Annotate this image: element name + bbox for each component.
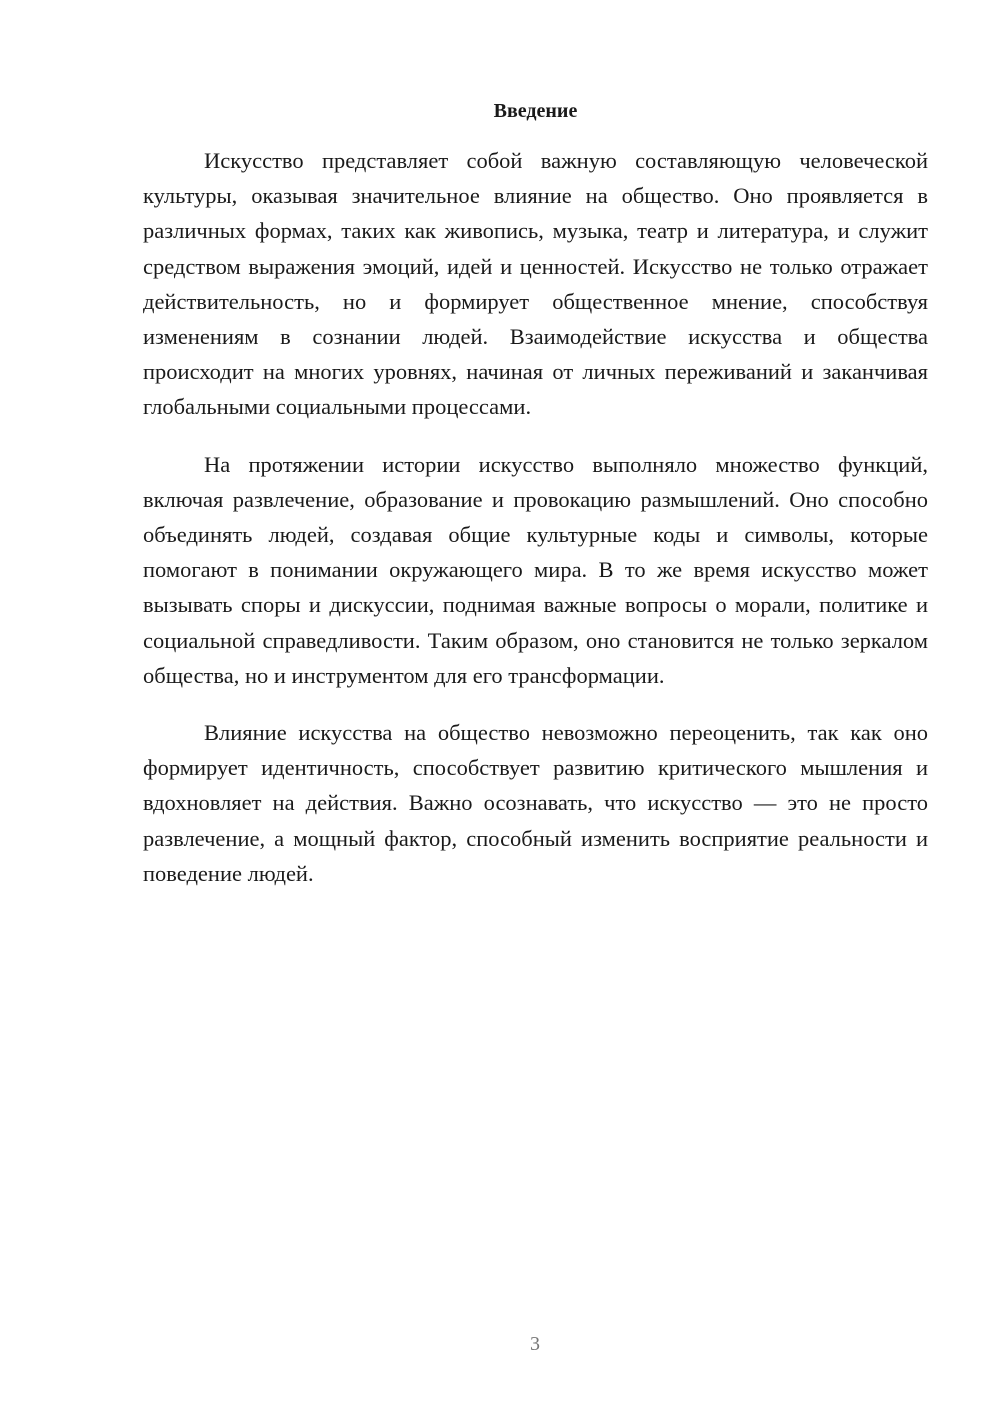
paragraph-1: Искусство представляет собой важную составляющую человеческой культуры, оказывая значительное влияние на общество. Оно проявляется в различных формах, таких как живопись, музыка, театр и литература, и служит средством выражения эмоций, идей и ценностей. Искусство не только отражает действительность, но и формирует общественное мнение, способствуя изменениям в сознании людей. Взаимодействие искусства и общества происходит на многих уровнях, начиная от личных переживаний и заканчивая глобальными социальными процессами.: [143, 148, 928, 420]
page-number: 3: [530, 1333, 540, 1355]
paragraph-3: Влияние искусства на общество невозможно переоценить, так как оно формирует идентичность, способствует развитию критического мышления и вдохновляет на действия. Важно осознавать, что искусство — это не просто развлечение, а мощный фактор, способный изменить восприятие реальности и поведение людей.: [143, 720, 928, 886]
page-content: [143, 95, 928, 913]
paragraph-2: На протяжении истории искусство выполняло множество функций, включая развлечение, образование и провокацию размышлений. Оно способно объединять людей, создавая общие культурные коды и символы, которые помогают в понимании окружающего мира. В то же время искусство может вызывать споры и дискуссии, поднимая важные вопросы о морали, политике и социальной справедливости. Таким образом, оно становится не только зеркалом общества, но и инструментом для его трансформации.: [143, 451, 928, 688]
section-heading: Введение: [493, 100, 578, 122]
